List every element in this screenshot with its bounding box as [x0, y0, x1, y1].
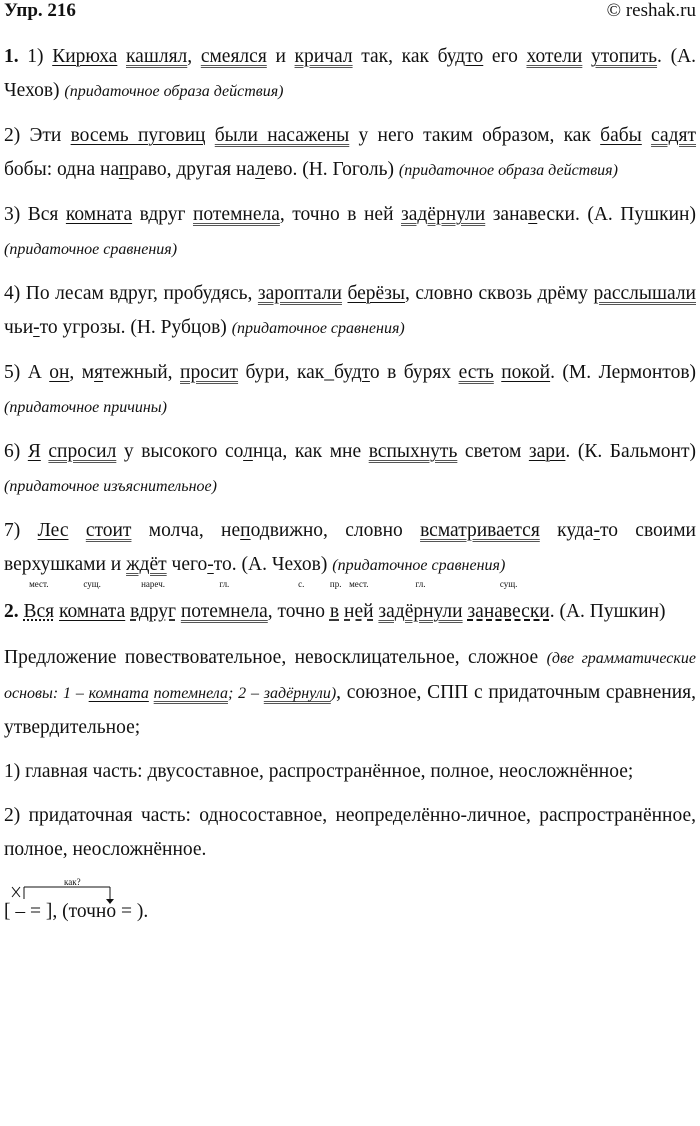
comment-text: )	[330, 685, 337, 702]
subject-word: зари	[528, 441, 566, 462]
text-segment: его	[483, 46, 527, 67]
text-segment: 1) главная часть: двусоставное, распространённое, полное, неосложнённое;	[4, 761, 634, 782]
subject-word: -	[33, 317, 40, 338]
sentence-scheme	[4, 877, 696, 937]
text-segment: то. (А. Чехов)	[213, 554, 333, 575]
subject-word: я	[94, 362, 104, 383]
text-segment: , союзное, СПП с придаточным сравнения, утвердительное;	[4, 682, 697, 738]
part-of-speech-label: мест.	[29, 579, 49, 589]
analysis-paragraph	[4, 641, 696, 745]
text-segment: молча, не	[131, 520, 241, 541]
word: в	[329, 601, 340, 622]
text-segment: Предложение повествовательное, невосклицательное, сложное	[4, 647, 547, 668]
sentence-paragraph	[4, 277, 696, 346]
text-segment: у него таким образом, как	[349, 125, 601, 146]
text-segment: то угрозы. (Н. Рубцов)	[39, 317, 232, 338]
subject-word: п	[118, 159, 130, 180]
text-segment: ,	[187, 46, 201, 67]
comment-text: (придаточное причины)	[4, 399, 167, 416]
word: точно	[277, 601, 326, 622]
exercise-title: Упр. 216	[4, 0, 76, 21]
part-of-speech-label: мест.	[349, 579, 369, 589]
part-of-speech-label: гл.	[219, 579, 230, 589]
text-segment: у высокого со	[116, 441, 244, 462]
adverbial-word	[130, 579, 176, 631]
text-segment: 7)	[4, 520, 38, 541]
text-segment: . (М. Лермонтов)	[550, 362, 697, 383]
text-segment: светом	[457, 441, 529, 462]
text-segment: 2) Эти	[4, 125, 71, 146]
text-segment	[277, 579, 326, 631]
predicate-word: спросил	[48, 441, 117, 462]
subject-word: Лес	[37, 520, 69, 541]
text-segment: ески. (А. Пушкин)	[537, 204, 696, 225]
text-segment: одвижно, словно	[250, 520, 421, 541]
word: занавески	[467, 601, 550, 622]
text-segment: тежный,	[103, 362, 181, 383]
text-segment: так, как буд	[352, 46, 466, 67]
predicate-word: потемнела	[192, 204, 280, 225]
part-1	[4, 40, 696, 583]
part-2-sentence	[4, 579, 696, 631]
predicate-word: стоит	[85, 520, 132, 541]
subject-word: Кирюха	[52, 46, 118, 67]
comment-text: ; 2 –	[227, 685, 264, 702]
subject-word: -	[593, 520, 600, 541]
text-segment: , словно сквозь дрёму	[405, 283, 594, 304]
subject-word: в	[528, 204, 538, 225]
comment-text: (придаточное изъяснительное)	[4, 478, 217, 495]
part-of-speech-label: нареч.	[141, 579, 165, 589]
text-segment: . (А. Пушкин)	[549, 601, 666, 622]
subject-word: п	[240, 520, 251, 541]
predicate-word: зароптали	[257, 283, 342, 304]
sentence-paragraph	[4, 356, 696, 425]
subject-word: л	[243, 441, 253, 462]
object-word	[467, 579, 550, 631]
subject-word: покой	[501, 362, 551, 383]
predicate-word: кричал	[294, 46, 353, 67]
comment-text: (придаточное сравнения)	[4, 241, 178, 258]
predicate-word: задёрнули	[263, 685, 331, 702]
sentence-paragraph	[4, 435, 696, 504]
predicate-word	[378, 579, 463, 631]
copyright: © reshak.ru	[606, 0, 696, 21]
text-segment	[642, 125, 651, 146]
sentence-paragraph	[4, 198, 696, 267]
sentence-paragraph	[4, 514, 696, 583]
text-segment: 1)	[27, 46, 53, 67]
text-segment: бобы: одна на	[4, 159, 119, 180]
text-segment: куда	[539, 520, 594, 541]
predicate-word: ждёт	[126, 554, 167, 575]
part-of-speech-label: гл.	[415, 579, 426, 589]
text-segment: . (А. Чехов)	[4, 46, 697, 101]
predicate-word: вспыхнуть	[368, 441, 458, 462]
text-segment	[117, 46, 126, 67]
predicate-word: расслышали	[593, 283, 696, 304]
text-segment: 6)	[4, 441, 28, 462]
predicate-word: садят	[651, 125, 697, 146]
predicate-word	[180, 579, 268, 631]
text-segment	[582, 46, 591, 67]
subject-word: берёзы	[347, 283, 406, 304]
comment-text: (придаточное образа действия)	[64, 83, 284, 100]
predicate-word: утопить	[590, 46, 658, 67]
part-of-speech-label: сущ.	[83, 579, 101, 589]
text-segment	[206, 125, 215, 146]
item-number: 2.	[4, 601, 24, 622]
scheme-formula: [ – = ], (точно = ).	[4, 901, 149, 922]
text-segment: . (К. Бальмонт)	[565, 441, 696, 462]
word: потемнела	[180, 601, 268, 622]
document-body	[4, 40, 696, 937]
word: комната	[59, 601, 126, 622]
adverbial-word	[329, 579, 342, 631]
predicate-word: есть	[458, 362, 494, 383]
word: задёрнули	[378, 601, 463, 622]
text-segment: вдруг	[132, 204, 193, 225]
item-number: 1.	[4, 46, 28, 67]
text-segment: бури, как	[238, 362, 325, 383]
comment-text: (придаточное сравнения)	[332, 557, 506, 574]
text-segment	[68, 520, 85, 541]
predicate-word: задёрнули	[401, 204, 486, 225]
part-of-speech-label: с.	[298, 579, 305, 589]
text-segment: бу	[334, 362, 352, 383]
subject-word: комната	[88, 685, 149, 702]
predicate-word: были насажены	[214, 125, 350, 146]
attribute-word	[23, 579, 55, 631]
adverbial-word	[344, 579, 374, 631]
text-segment: ево. (Н. Гоголь)	[264, 159, 399, 180]
text-segment: чего	[166, 554, 208, 575]
comment-text: (придаточное сравнения)	[231, 320, 405, 337]
subject-word	[59, 579, 126, 631]
subject-word: он	[49, 362, 70, 383]
text-segment: _	[324, 362, 334, 383]
predicate-word: смеялся	[200, 46, 267, 67]
text-segment: 2) придаточная часть: односоставное, неопределённо-личное, распространённое, полное, неосложнённое.	[4, 805, 696, 860]
text-segment: 3) Вся	[4, 204, 66, 225]
text-segment: зана	[485, 204, 529, 225]
analysis-paragraph	[4, 799, 696, 867]
sentence-paragraph	[4, 40, 696, 109]
sentence-paragraph	[4, 119, 696, 188]
subject-word: л	[255, 159, 265, 180]
predicate-word: кашлял	[126, 46, 188, 67]
text-segment: и	[266, 46, 295, 67]
predicate-word: потемнела	[153, 685, 228, 702]
subject-word: дт	[351, 362, 370, 383]
text-segment: то своими верхушками и	[4, 520, 696, 575]
text-segment: нца, как мне	[252, 441, 369, 462]
word: вдруг	[130, 601, 176, 622]
part-of-speech-label: сущ.	[499, 579, 518, 589]
text-segment: , точно в ней	[279, 204, 402, 225]
predicate-word: просит	[180, 362, 239, 383]
word: ней	[344, 601, 374, 622]
comment-text: (две грамматические основы: 1 –	[4, 650, 696, 702]
text-segment: чьи	[4, 317, 34, 338]
predicate-word: всматривается	[420, 520, 540, 541]
subject-word: -	[207, 554, 214, 575]
text-segment: 5) А	[4, 362, 50, 383]
part-of-speech-label: пр.	[329, 579, 342, 589]
text-segment: раво, другая на	[129, 159, 256, 180]
subject-word: комната	[65, 204, 133, 225]
analysis-paragraph	[4, 755, 696, 789]
text-segment: о в бурях	[369, 362, 459, 383]
subject-word: Я	[27, 441, 41, 462]
text-segment: 4) По лесам вдруг, пробудясь,	[4, 283, 258, 304]
header	[4, 0, 696, 26]
subject-word: восемь пуговиц	[70, 125, 206, 146]
analysis	[4, 641, 696, 867]
subject-word: бабы	[600, 125, 642, 146]
subject-word: то	[465, 46, 484, 67]
text-segment: ,	[267, 601, 278, 622]
word: Вся	[23, 601, 55, 622]
text-segment: , м	[69, 362, 95, 383]
scheme-question: как?	[64, 877, 81, 887]
predicate-word: хотели	[526, 46, 583, 67]
comment-text: (придаточное образа действия)	[398, 162, 618, 179]
